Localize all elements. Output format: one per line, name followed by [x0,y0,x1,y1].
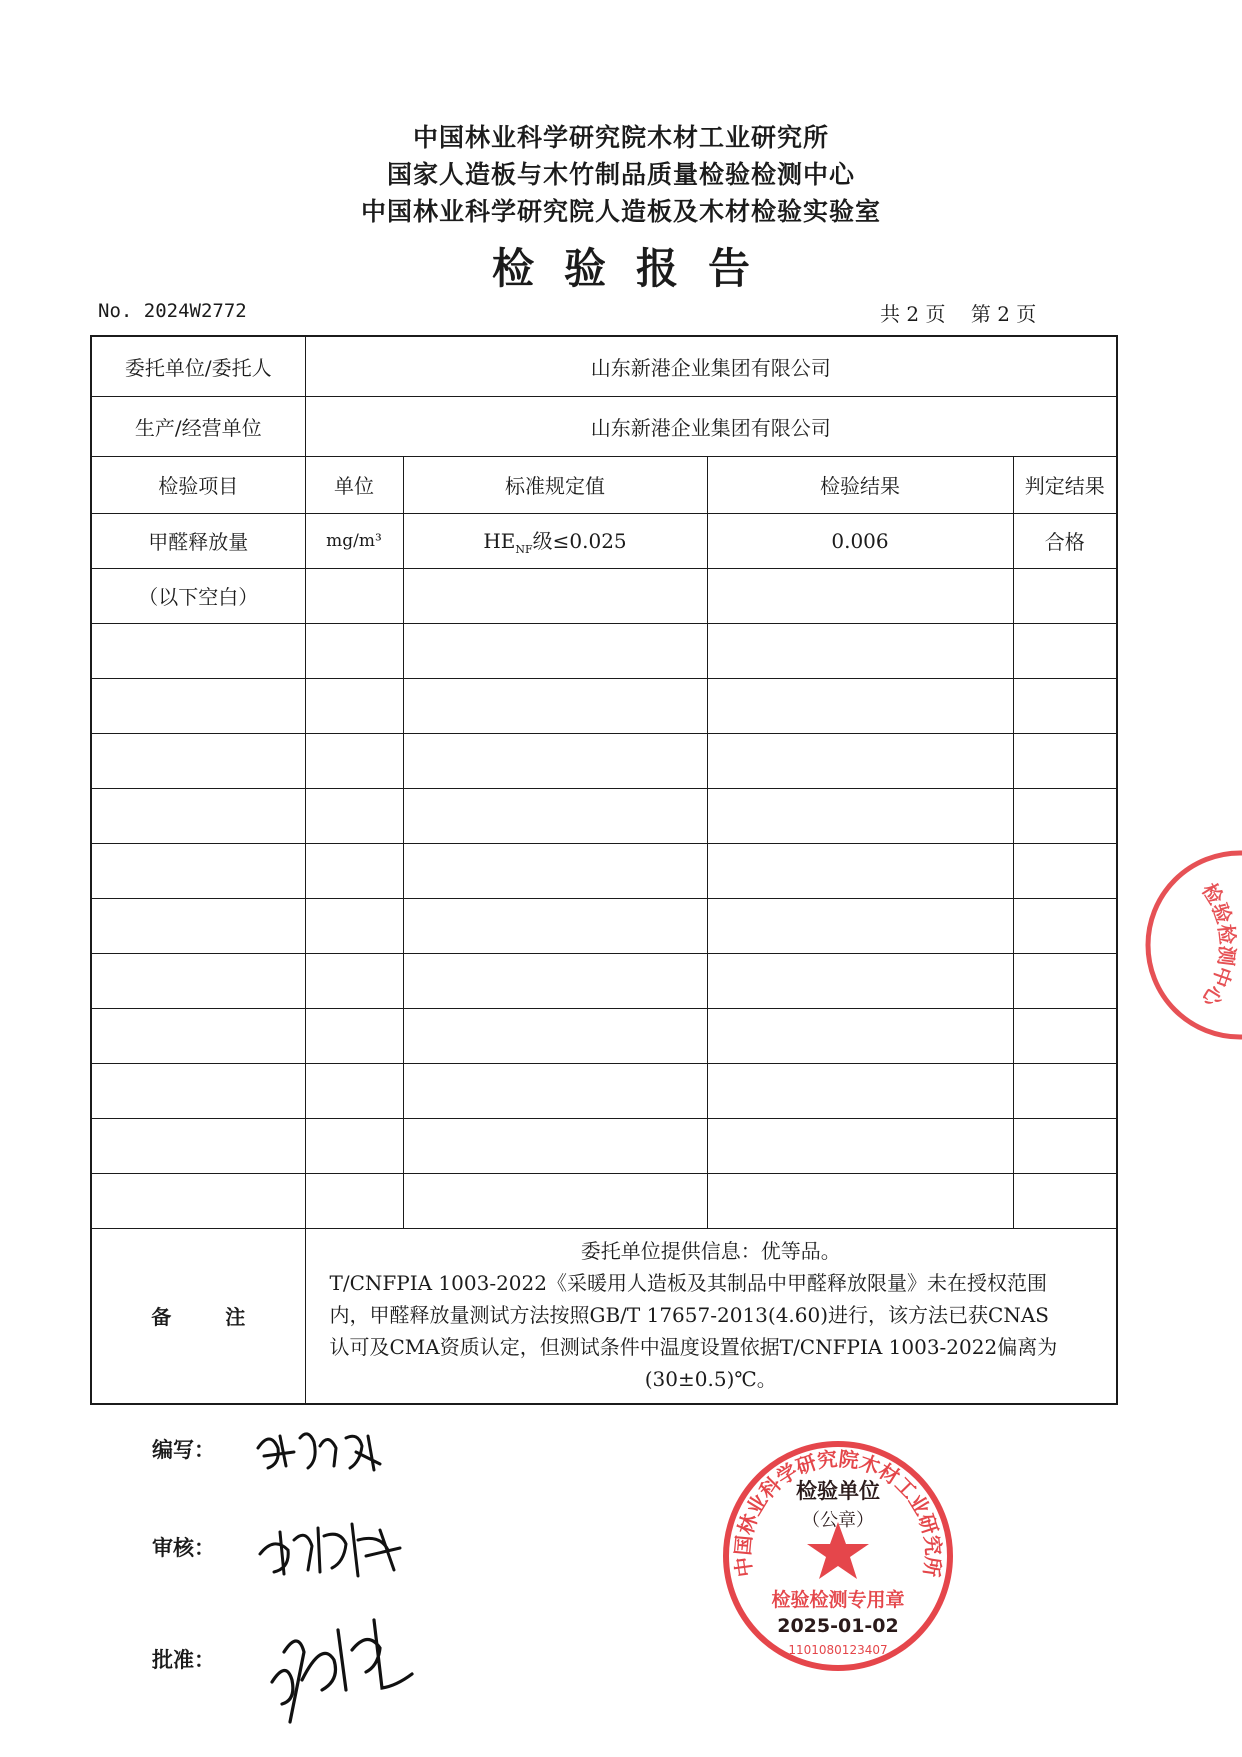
standard-limit: 级≤0.025 [532,529,627,553]
remarks-row [91,1228,1117,1404]
column-header-result: 检验结果 [707,456,1013,513]
report-title: 检验报告 [491,244,780,293]
remarks-body [305,1228,1117,1404]
side-stamp-text: 检验检测中心 [1197,878,1240,1012]
standard-prefix: HE [483,529,516,553]
stamp-dept-text: 检验检测专用章 [771,1589,905,1611]
item-verdict: 合格 [1013,513,1117,568]
table-row [91,733,1117,788]
author-label: 编写： [152,1437,215,1462]
report-number: No. 2024W2772 [98,300,247,322]
client-label: 委托单位/委托人 [91,336,305,396]
producer-label: 生产/经营单位 [91,396,305,456]
table-row [91,953,1117,1008]
standard-subscript: NF [515,543,533,556]
side-seal-stamp [1140,840,1242,1050]
column-header-verdict: 判定结果 [1013,456,1117,513]
remarks-line-3: 内，甲醛释放量测试方法按照GB/T 17657-2013(4.60)进行，该方法已获CNAS [329,1302,1049,1327]
org-line-3: 中国林业科学研究院人造板及木材检验实验室 [360,197,881,226]
report-table [90,335,1118,1405]
approver-label: 批准： [152,1647,215,1672]
table-row [91,513,1117,568]
item-result: 0.006 [707,513,1013,568]
stamp-serial: 1101080123407 [788,1643,888,1657]
remarks-line-4: 认可及CMA资质认定，但测试条件中温度设置依据T/CNFPIA 1003-2022偏离为 [329,1334,1058,1359]
column-header-standard: 标准规定值 [403,456,707,513]
reviewer-label: 审核： [152,1535,215,1560]
column-header-item: 检验项目 [91,456,305,513]
approver-signature [242,1590,422,1730]
table-row [91,623,1117,678]
table-row [91,1118,1117,1173]
blank-note: （以下空白） [91,568,305,623]
producer-value: 山东新港企业集团有限公司 [305,396,1117,456]
stamp-date: 2025-01-02 [777,1615,899,1637]
table-row [91,678,1117,733]
author-signature [250,1418,400,1478]
table-row [91,1063,1117,1118]
remarks-line-2: T/CNFPIA 1003-2022《采暖用人造板及其制品中甲醛释放限量》未在授权范围 [329,1270,1047,1295]
remarks-label: 备注 [91,1228,305,1404]
stamp-ring-text: 中国林业科学研究院木材工业研究所 [730,1446,946,1579]
stamp-center-line-1: 检验单位 [796,1479,880,1503]
item-standard [403,513,707,568]
table-row [91,568,1117,623]
reviewer-signature [254,1510,414,1582]
column-header-unit: 单位 [305,456,403,513]
table-row [91,788,1117,843]
org-line-2: 国家人造板与木竹制品质量检验检测中心 [386,160,855,189]
table-row [91,1008,1117,1063]
official-seal-stamp [718,1436,958,1676]
table-row [91,898,1117,953]
item-unit: mg/m³ [305,513,403,568]
remarks-line-1: 委托单位提供信息：优等品。 [580,1238,841,1263]
item-name: 甲醛释放量 [91,513,305,568]
remarks-line-5: (30±0.5)℃。 [644,1366,777,1391]
table-row [91,1173,1117,1228]
org-line-1: 中国林业科学研究院木材工业研究所 [412,123,829,152]
table-row [91,843,1117,898]
client-value: 山东新港企业集团有限公司 [305,336,1117,396]
page-info: 共 2 页 第 2 页 [880,302,1037,326]
stamp-center-line-2: （公章） [802,1510,874,1531]
